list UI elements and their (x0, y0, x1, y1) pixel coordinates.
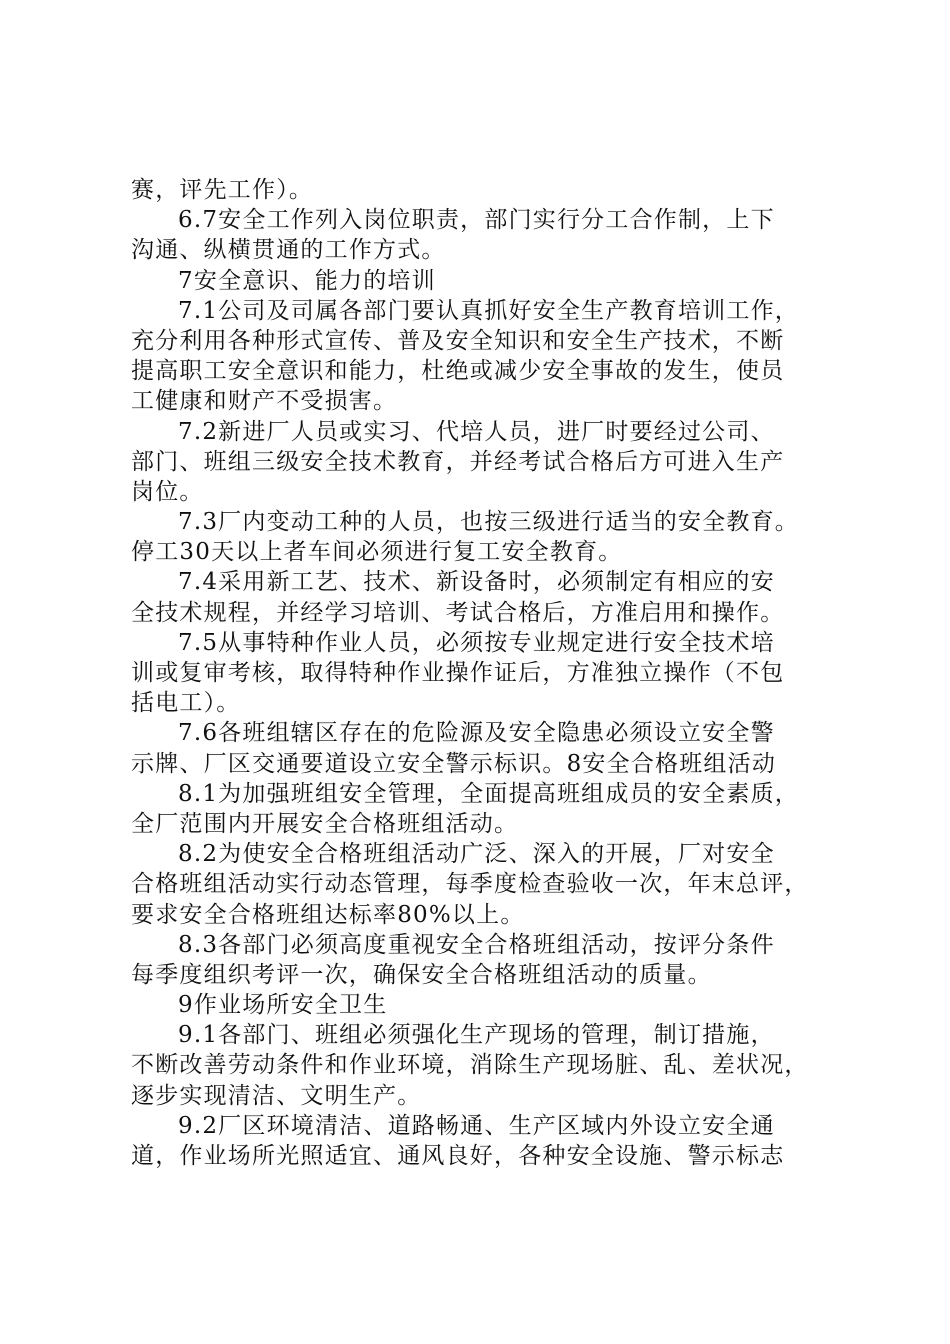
text-line: 要求安全合格班组达标率80%以上。 (131, 901, 525, 928)
text-line: 逐步实现清洁、文明生产。 (131, 1082, 422, 1109)
text-line: 道，作业场所光照适宜、通风良好，各种安全设施、警示标志 (131, 1143, 785, 1169)
text-line: 赛，评先工作）。 (131, 177, 314, 203)
text-line: 7.2新进厂人员或实习、代培人员，进厂时要经过公司、 (178, 418, 775, 445)
text-line: 充分利用各种形式宣传、普及安全知识和安全生产技术，不断 (131, 327, 785, 354)
text-line: 8.3各部门必须高度重视安全合格班组活动，按评分条件 (178, 931, 775, 958)
text-line: 全技术规程，并经学习培训、考试合格后，方准启用和操作。 (131, 599, 785, 626)
text-line: 岗位。 (131, 478, 204, 505)
text-line: 部门、班组三级安全技术教育，并经考试合格后方可进入生产 (131, 448, 785, 475)
text-line: 8.2为使安全合格班组活动广泛、深入的开展，厂对安全 (178, 841, 775, 868)
text-line: 括电工）。 (131, 690, 241, 717)
text-line: 7.1公司及司属各部门要认真抓好安全生产教育培训工作， (178, 297, 799, 324)
text-line: 停工30天以上者车间必须进行复工安全教育。 (131, 539, 623, 566)
text-line: 训或复审考核，取得特种作业操作证后，方准独立操作（不包 (131, 660, 785, 686)
text-line: 9作业场所安全卫生 (178, 992, 388, 1019)
document-body (131, 175, 831, 1171)
text-line: 7.3厂内变动工种的人员，也按三级进行适当的安全教育。 (178, 509, 799, 536)
text-line: 提高职工安全意识和能力，杜绝或减少安全事故的发生，使员 (131, 358, 785, 385)
text-line: 合格班组活动实行动态管理，每季度检查验收一次，年末总评， (131, 871, 809, 898)
text-line: 7.6各班组辖区存在的危险源及安全隐患必须设立安全警 (178, 720, 775, 747)
text-line: 9.2厂区环境清洁、道路畅通、生产区域内外设立安全通 (178, 1112, 775, 1139)
text-line: 8.1为加强班组安全管理，全面提高班组成员的安全素质， (178, 780, 799, 807)
text-line: 7安全意识、能力的培训 (178, 267, 436, 294)
text-line: 不断改善劳动条件和作业环境，消除生产现场脏、乱、差状况， (131, 1052, 809, 1079)
text-line: 7.4采用新工艺、技术、新设备时，必须制定有相应的安 (178, 569, 775, 596)
text-line: 全厂范围内开展安全合格班组活动。 (131, 810, 519, 837)
text-line: 9.1各部门、班组必须强化生产现场的管理，制订措施， (178, 1022, 775, 1049)
text-line: 示牌、厂区交通要道设立安全警示标识。8安全合格班组活动 (131, 750, 777, 777)
text-line: 7.5从事特种作业人员，必须按专业规定进行安全技术培 (178, 629, 775, 656)
text-line: 6.7安全工作列入岗位职责，部门实行分工合作制，上下 (178, 207, 775, 234)
text-line: 每季度组织考评一次，确保安全合格班组活动的质量。 (131, 961, 712, 988)
text-line: 沟通、纵横贯通的工作方式。 (131, 237, 446, 264)
text-line: 工健康和财产不受损害。 (131, 388, 398, 415)
